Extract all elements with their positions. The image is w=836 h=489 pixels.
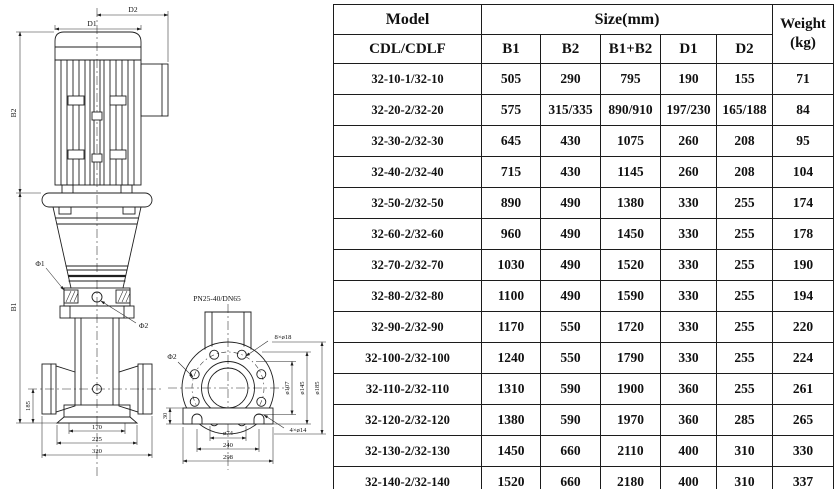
motor-fins bbox=[61, 60, 134, 185]
value-cell: 590 bbox=[541, 405, 601, 436]
port-label-phi2: Φ2 bbox=[139, 321, 149, 330]
motor-tie-bar bbox=[68, 96, 84, 105]
value-cell: 490 bbox=[541, 281, 601, 312]
dim-label-b2: B2 bbox=[9, 108, 18, 118]
value-cell: 255 bbox=[717, 219, 773, 250]
table-row bbox=[334, 374, 834, 405]
value-cell: 550 bbox=[541, 312, 601, 343]
model-header: Model bbox=[334, 5, 482, 35]
value-cell: 360 bbox=[661, 374, 717, 405]
value-cell: 265 bbox=[773, 405, 834, 436]
table-row bbox=[334, 126, 834, 157]
bolt-hole bbox=[190, 397, 199, 406]
value-cell: 490 bbox=[541, 219, 601, 250]
value-cell: 330 bbox=[773, 436, 834, 467]
value-cell: 1450 bbox=[601, 219, 661, 250]
value-cell: 660 bbox=[541, 436, 601, 467]
table-row bbox=[334, 188, 834, 219]
table-row bbox=[334, 219, 834, 250]
value-cell: 330 bbox=[661, 188, 717, 219]
value-cell: 330 bbox=[661, 312, 717, 343]
value-cell: 1240 bbox=[482, 343, 541, 374]
value-cell: 1970 bbox=[601, 405, 661, 436]
value-cell: 430 bbox=[541, 157, 601, 188]
value-cell: 84 bbox=[773, 95, 834, 126]
dim-label-d1: D1 bbox=[87, 19, 97, 28]
value-cell: 255 bbox=[717, 188, 773, 219]
motor-tie-bar bbox=[110, 96, 126, 105]
value-cell: 255 bbox=[717, 343, 773, 374]
value-cell: 224 bbox=[773, 343, 834, 374]
value-cell: 1590 bbox=[601, 281, 661, 312]
motor-tie-bar bbox=[68, 150, 84, 159]
dimension-lines bbox=[16, 11, 168, 458]
value-cell: 190 bbox=[773, 250, 834, 281]
table-row bbox=[334, 405, 834, 436]
model-cell: 32-80-2/32-80 bbox=[334, 281, 482, 312]
weight-header-line2: (kg) bbox=[790, 35, 816, 51]
value-cell: 290 bbox=[541, 64, 601, 95]
value-cell: 590 bbox=[541, 374, 601, 405]
value-cell: 255 bbox=[717, 312, 773, 343]
value-cell: 255 bbox=[717, 281, 773, 312]
model-cell: 32-50-2/32-50 bbox=[334, 188, 482, 219]
col-header-d2: D2 bbox=[717, 35, 773, 64]
dim-label-240: 240 bbox=[223, 442, 233, 449]
value-cell: 310 bbox=[717, 467, 773, 489]
flange-nut bbox=[123, 207, 135, 214]
col-header-d1: D1 bbox=[661, 35, 717, 64]
value-cell: 960 bbox=[482, 219, 541, 250]
table-row bbox=[334, 64, 834, 95]
value-cell: 2110 bbox=[601, 436, 661, 467]
value-cell: 890/910 bbox=[601, 95, 661, 126]
bolt-hole bbox=[257, 370, 266, 379]
value-cell: 1100 bbox=[482, 281, 541, 312]
dim-label-298: 298 bbox=[223, 454, 233, 461]
model-cell: 32-120-2/32-120 bbox=[334, 405, 482, 436]
flange-bolt bbox=[121, 185, 132, 193]
value-cell: 255 bbox=[717, 250, 773, 281]
value-cell: 505 bbox=[482, 64, 541, 95]
size-header: Size(mm) bbox=[482, 5, 773, 35]
value-cell: 197/230 bbox=[661, 95, 717, 126]
model-cell: 32-70-2/32-70 bbox=[334, 250, 482, 281]
value-cell: 261 bbox=[773, 374, 834, 405]
model-cell: 32-60-2/32-60 bbox=[334, 219, 482, 250]
value-cell: 890 bbox=[482, 188, 541, 219]
model-cell: 32-10-1/32-10 bbox=[334, 64, 482, 95]
flange-view bbox=[162, 294, 326, 470]
value-cell: 337 bbox=[773, 467, 834, 489]
table-row bbox=[334, 250, 834, 281]
col-header-b2: B2 bbox=[541, 35, 601, 64]
model-cell: 32-130-2/32-130 bbox=[334, 436, 482, 467]
col-header-b1: B1 bbox=[482, 35, 541, 64]
base-holes-label: 4×ø14 bbox=[289, 427, 307, 434]
port-label-phi1: Φ1 bbox=[35, 259, 45, 268]
model-cell: 32-40-2/32-40 bbox=[334, 157, 482, 188]
value-cell: 178 bbox=[773, 219, 834, 250]
value-cell: 1520 bbox=[601, 250, 661, 281]
value-cell: 208 bbox=[717, 157, 773, 188]
shaft-mark bbox=[92, 154, 102, 162]
dim-label-30: 30 bbox=[162, 412, 169, 420]
value-cell: 1720 bbox=[601, 312, 661, 343]
dia-label-185: ø185 bbox=[314, 381, 321, 395]
value-cell: 285 bbox=[717, 405, 773, 436]
value-cell: 1145 bbox=[601, 157, 661, 188]
value-cell: 1900 bbox=[601, 374, 661, 405]
value-cell: 550 bbox=[541, 343, 601, 374]
value-cell: 330 bbox=[661, 281, 717, 312]
dim-label-185: 185 bbox=[25, 401, 32, 411]
dia-label-74: ø74 bbox=[223, 430, 233, 437]
value-cell: 715 bbox=[482, 157, 541, 188]
value-cell: 174 bbox=[773, 188, 834, 219]
front-view bbox=[9, 5, 168, 478]
value-cell: 165/188 bbox=[717, 95, 773, 126]
value-cell: 1790 bbox=[601, 343, 661, 374]
value-cell: 1075 bbox=[601, 126, 661, 157]
bolt-hole bbox=[210, 350, 219, 359]
table-row bbox=[334, 436, 834, 467]
motor-tie-bar bbox=[110, 150, 126, 159]
weight-header bbox=[773, 5, 834, 64]
value-cell: 1170 bbox=[482, 312, 541, 343]
value-cell: 575 bbox=[482, 95, 541, 126]
value-cell: 310 bbox=[717, 436, 773, 467]
dia-label-107: ø107 bbox=[284, 381, 291, 395]
model-subheader: CDL/CDLF bbox=[334, 35, 482, 64]
value-cell: 220 bbox=[773, 312, 834, 343]
value-cell: 104 bbox=[773, 157, 834, 188]
value-cell: 260 bbox=[661, 126, 717, 157]
value-cell: 155 bbox=[717, 64, 773, 95]
dia-label-145: ø145 bbox=[299, 381, 306, 395]
model-cell: 32-100-2/32-100 bbox=[334, 343, 482, 374]
value-cell: 1030 bbox=[482, 250, 541, 281]
table-row bbox=[334, 281, 834, 312]
col-header-b1b2: B1+B2 bbox=[601, 35, 661, 64]
value-cell: 1450 bbox=[482, 436, 541, 467]
table-row bbox=[334, 343, 834, 374]
model-cell: 32-90-2/32-90 bbox=[334, 312, 482, 343]
dim-label-d2: D2 bbox=[128, 5, 138, 14]
table-header bbox=[334, 5, 834, 64]
weight-header-line1: Weight bbox=[780, 16, 826, 33]
value-cell: 490 bbox=[541, 250, 601, 281]
flange-nut bbox=[59, 207, 71, 214]
terminal-box bbox=[141, 64, 168, 116]
value-cell: 1380 bbox=[601, 188, 661, 219]
value-cell: 400 bbox=[661, 467, 717, 489]
shaft-mark bbox=[92, 112, 102, 120]
value-cell: 194 bbox=[773, 281, 834, 312]
dim-label-320: 320 bbox=[92, 448, 102, 455]
value-cell: 1310 bbox=[482, 374, 541, 405]
value-cell: 330 bbox=[661, 343, 717, 374]
value-cell: 260 bbox=[661, 157, 717, 188]
table-row bbox=[334, 157, 834, 188]
flange-bolt bbox=[62, 185, 73, 193]
value-cell: 95 bbox=[773, 126, 834, 157]
value-cell: 330 bbox=[661, 250, 717, 281]
table-row bbox=[334, 312, 834, 343]
flange-spec-label: PN25-40/DN65 bbox=[193, 294, 241, 303]
size-table bbox=[333, 4, 834, 489]
value-cell: 490 bbox=[541, 188, 601, 219]
value-cell: 2180 bbox=[601, 467, 661, 489]
base-plate bbox=[183, 408, 273, 424]
value-cell: 71 bbox=[773, 64, 834, 95]
dim-label-b1: B1 bbox=[9, 302, 18, 312]
value-cell: 660 bbox=[541, 467, 601, 489]
dimension-drawing bbox=[0, 0, 332, 489]
table-body bbox=[334, 64, 834, 489]
model-cell: 32-110-2/32-110 bbox=[334, 374, 482, 405]
value-cell: 255 bbox=[717, 374, 773, 405]
value-cell: 795 bbox=[601, 64, 661, 95]
flange-port-label-phi2: Φ2 bbox=[167, 352, 177, 361]
model-cell: 32-20-2/32-20 bbox=[334, 95, 482, 126]
value-cell: 645 bbox=[482, 126, 541, 157]
value-cell: 360 bbox=[661, 405, 717, 436]
model-cell: 32-140-2/32-140 bbox=[334, 467, 482, 489]
value-cell: 315/335 bbox=[541, 95, 601, 126]
model-cell: 32-30-2/32-30 bbox=[334, 126, 482, 157]
dim-label-225: 225 bbox=[92, 436, 102, 443]
value-cell: 430 bbox=[541, 126, 601, 157]
value-cell: 400 bbox=[661, 436, 717, 467]
value-cell: 1380 bbox=[482, 405, 541, 436]
value-cell: 330 bbox=[661, 219, 717, 250]
bolt-holes-label: 8×ø18 bbox=[274, 334, 292, 341]
value-cell: 190 bbox=[661, 64, 717, 95]
value-cell: 208 bbox=[717, 126, 773, 157]
table-row bbox=[334, 95, 834, 126]
table-row bbox=[334, 467, 834, 489]
dim-label-170: 170 bbox=[92, 424, 102, 431]
value-cell: 1520 bbox=[482, 467, 541, 489]
motor-cap bbox=[55, 32, 141, 60]
